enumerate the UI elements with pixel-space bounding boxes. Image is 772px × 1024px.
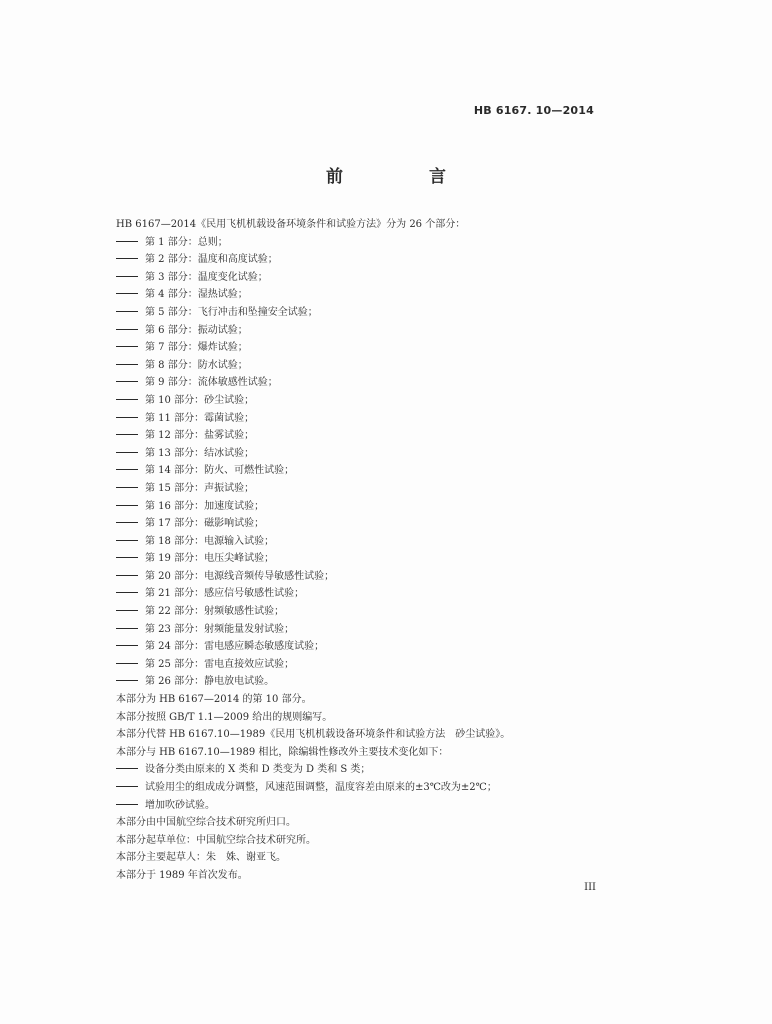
part-item [116,638,616,656]
part-item-text: 第 13 部分：结冰试验； [145,447,255,459]
part-item [116,480,616,498]
part-item-text: 第 3 部分：温度变化试验； [145,271,268,283]
part-item-text: 第 14 部分：防火、可燃性试验； [145,465,295,477]
part-item-text: 第 22 部分：射频敏感性试验； [145,606,285,618]
part-item-text: 第 4 部分：湿热试验； [145,289,248,301]
part-item-text: 第 23 部分：射频能量发射试验； [145,623,295,635]
list-dash [116,329,138,330]
part-item [116,427,616,445]
list-dash [116,452,138,453]
part-item [116,462,616,480]
part-item-text: 第 6 部分：振动试验； [145,324,248,336]
part-item-text: 第 21 部分：感应信号敏感性试验； [145,588,305,600]
list-dash [116,575,138,576]
part-item-text: 第 5 部分：飞行冲击和坠撞安全试验； [145,306,318,318]
part-item-text: 第 25 部分：雷电直接效应试验； [145,658,295,670]
change-item-text: 试验用尘的组成成分调整，风速范围调整，温度容差由原来的±3℃改为±2℃； [145,782,497,793]
part-item-text: 第 1 部分：总则； [145,236,228,248]
page-title: 前 言 [326,167,486,187]
list-dash [116,592,138,593]
part-item-text: 第 17 部分：磁影响试验； [145,518,265,530]
changes-list [116,761,616,814]
part-item [116,656,616,674]
list-dash [116,293,138,294]
part-item [116,322,616,340]
list-dash [116,469,138,470]
list-dash [116,645,138,646]
list-dash [116,557,138,558]
part-item [116,585,616,603]
part-item [116,445,616,463]
part-item [116,374,616,392]
part-item [116,269,616,287]
part-item-text: 第 16 部分：加速度试验； [145,500,265,512]
part-item [116,286,616,304]
list-dash [116,610,138,611]
list-dash [116,276,138,277]
change-item-text: 增加吹砂试验。 [145,799,215,811]
statement-line: 本部分与 HB 6167.10—1989 相比，除编辑性修改外主要技术变化如下： [116,746,449,758]
closing-line: 本部分于 1989 年首次发布。 [116,869,248,881]
part-item [116,568,616,586]
closing-line: 本部分起草单位：中国航空综合技术研究所。 [116,834,316,846]
change-item-text: 设备分类由原来的 X 类和 D 类变为 D 类和 S 类； [145,764,371,776]
part-item-text: 第 15 部分：声振试验； [145,482,255,494]
standard-code: HB 6167. 10—2014 [473,104,594,117]
part-item [116,234,616,252]
part-item [116,251,616,269]
part-item-text: 第 24 部分：雷电感应瞬态敏感度试验； [145,641,325,653]
list-dash [116,346,138,347]
change-item [116,761,616,779]
part-item-text: 第 19 部分：电压尖峰试验； [145,553,275,565]
part-item [116,392,616,410]
closing-line: 本部分主要起草人：朱 姝、谢亚飞。 [116,852,286,864]
part-item [116,673,616,691]
list-dash [116,487,138,488]
intro-paragraph: HB 6167—2014《民用飞机机载设备环境条件和试验方法》分为 26 个部分： [116,219,466,230]
part-item-text: 第 26 部分：静电放电试验。 [145,676,275,688]
list-dash [116,628,138,629]
list-dash [116,680,138,681]
part-item [116,339,616,357]
part-item-text: 第 2 部分：温度和高度试验； [145,254,278,266]
list-dash [116,311,138,312]
statement-line: 本部分代替 HB 6167.10—1989《民用飞机机载设备环境条件和试验方法 砂尘试验》。 [116,729,511,741]
list-dash [116,381,138,382]
list-dash [116,258,138,259]
part-item-text: 第 11 部分：霉菌试验； [145,412,255,424]
list-dash [116,768,138,769]
part-item [116,357,616,375]
list-dash [116,540,138,541]
closing-line: 本部分由中国航空综合技术研究所归口。 [116,817,296,829]
list-dash [116,786,138,787]
list-dash [116,505,138,506]
part-item [116,410,616,428]
list-dash [116,804,138,805]
list-dash [116,663,138,664]
list-dash [116,434,138,435]
list-dash [116,522,138,523]
part-item [116,603,616,621]
part-item [116,621,616,639]
closing-list [116,814,616,884]
part-item [116,533,616,551]
part-item-text: 第 8 部分：防水试验； [145,359,248,371]
statements-list [116,691,616,761]
change-item [116,779,616,797]
part-item [116,515,616,533]
part-item [116,304,616,322]
list-dash [116,241,138,242]
list-dash [116,399,138,400]
foreword-body [116,216,616,885]
parts-list [116,234,616,691]
part-item-text: 第 20 部分：电源线音频传导敏感性试验； [145,570,335,582]
statement-line: 本部分为 HB 6167—2014 的第 10 部分。 [116,694,312,706]
change-item [116,797,616,815]
part-item [116,498,616,516]
page-number: III [584,882,596,893]
statement-line: 本部分按照 GB/T 1.1—2009 给出的规则编写。 [116,711,333,723]
part-item [116,550,616,568]
part-item-text: 第 12 部分：盐雾试验； [145,430,255,442]
part-item-text: 第 10 部分：砂尘试验； [145,394,255,406]
part-item-text: 第 18 部分：电源输入试验； [145,535,275,547]
list-dash [116,417,138,418]
list-dash [116,364,138,365]
part-item-text: 第 7 部分：爆炸试验； [145,342,248,354]
part-item-text: 第 9 部分：流体敏感性试验； [145,377,278,389]
